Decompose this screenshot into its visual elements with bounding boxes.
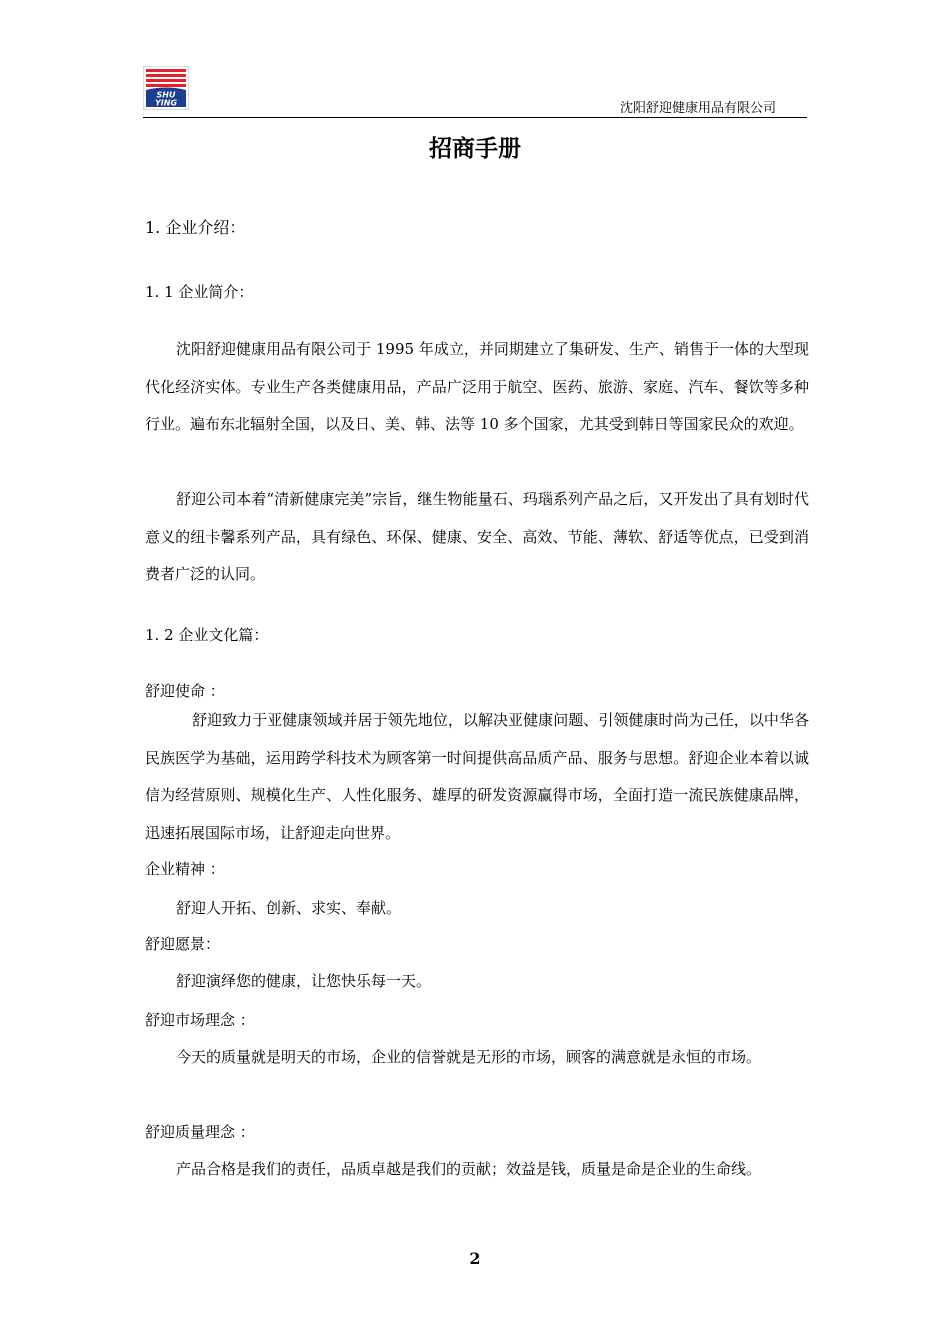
section-heading-1: 1. 企业介绍：	[145, 218, 246, 237]
logo-text-line1: SHU	[156, 90, 176, 100]
header-divider	[143, 117, 807, 118]
quality-text: 产品合格是我们的责任，品质卓越是我们的贡献；效益是钱，质量是命是企业的生命线。	[176, 1160, 762, 1178]
mission-text: 舒迎致力于亚健康领域并居于领先地位，以解决亚健康问题、引领健康时尚为己任，以中华各民族医学为基础，运用跨学科技术为顾客第一时间提供高品质产品、服务与思想。舒迎企业本着以诚信为经营原则、规模化生产、人性化服务、雄厚的研发资源赢得市场，全面打造一流民族健康品牌，迅速拓展国际市场，让舒迎走向世界。	[145, 711, 809, 842]
header-company-name: 沈阳舒迎健康用品有限公司	[620, 101, 777, 116]
section-heading-1-2: 1. 2 企业文化篇：	[145, 626, 269, 644]
market-label: 舒迎市场理念 ：	[145, 1011, 255, 1029]
vision-text: 舒迎演绎您的健康，让您快乐每一天。	[176, 972, 432, 990]
section-heading-1-1: 1. 1 企业简介：	[145, 283, 254, 301]
vision-label: 舒迎愿景：	[145, 935, 221, 953]
intro-paragraph-1: 沈阳舒迎健康用品有限公司于 1995 年成立，并同期建立了集研发、生产、销售于一体的大型现代化经济实体。专业生产各类健康用品，产品广泛用于航空、医药、旅游、家庭、汽车、餐饮等多种行业。遍布东北辐射全国，以及日、美、韩、法等 10 多个国家，尤其受到韩日等国家民众的欢迎。	[145, 340, 809, 433]
spirit-text: 舒迎人开拓、创新、求实、奉献。	[176, 899, 402, 917]
page-number: 2	[469, 1249, 481, 1268]
logo-text-line2: YING	[154, 98, 178, 108]
shuying-logo	[143, 66, 189, 110]
quality-label: 舒迎质量理念 ：	[145, 1123, 255, 1141]
intro-paragraph-2: 舒迎公司本着“清新健康完美”宗旨，继生物能量石、玛瑙系列产品之后，又开发出了具有划时代意义的纽卡馨系列产品，具有绿色、环保、健康、安全、高效、节能、薄软、舒适等优点，已受到消费者广泛的认同。	[145, 490, 809, 583]
spirit-label: 企业精神 ：	[145, 860, 225, 878]
market-text: 今天的质量就是明天的市场，企业的信誉就是无形的市场，顾客的满意就是永恒的市场。	[176, 1048, 762, 1066]
page-title: 招商手册	[429, 136, 521, 162]
mission-label: 舒迎使命 ：	[145, 682, 225, 700]
